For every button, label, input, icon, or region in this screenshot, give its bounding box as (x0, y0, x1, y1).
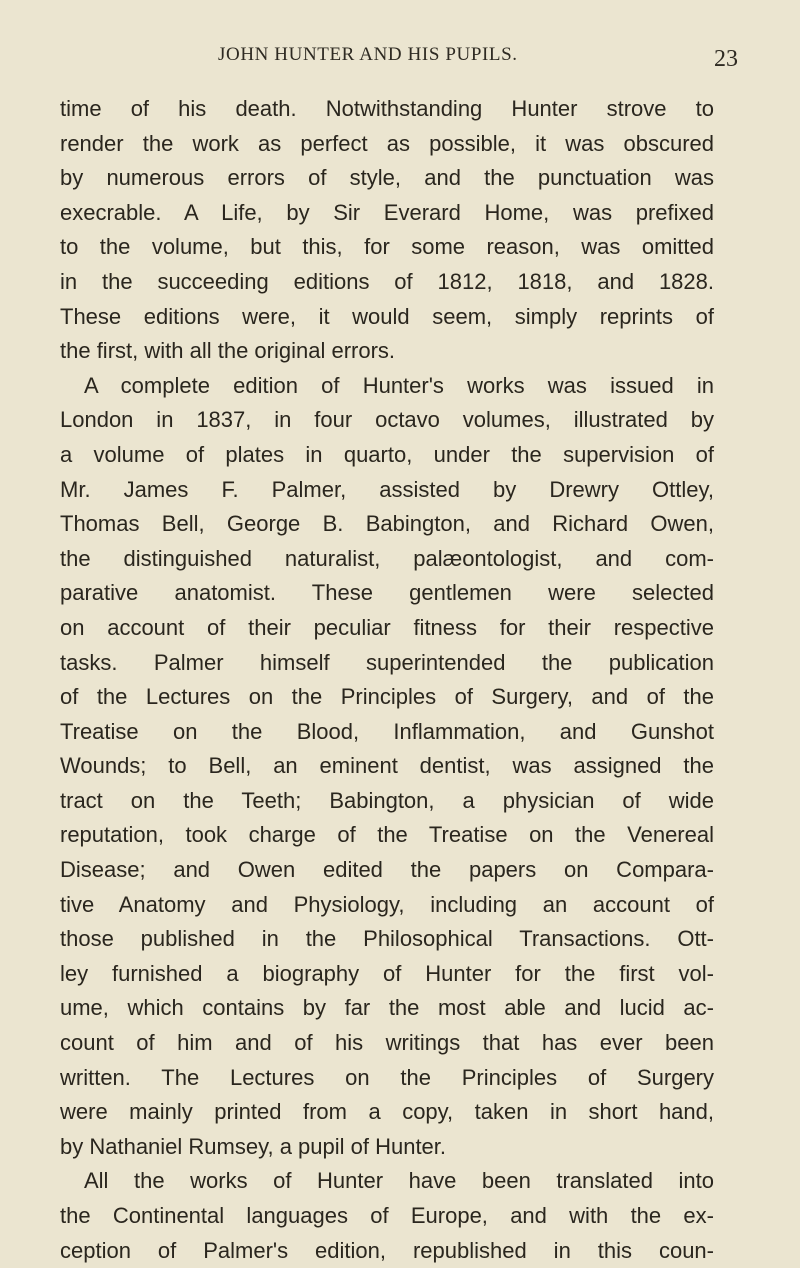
text-line: to the volume, but this, for some reason, was omitted (60, 234, 714, 260)
text-line: tasks. Palmer himself superintended the publication (60, 649, 714, 675)
running-head: JOHN HUNTER AND HIS PUPILS. (218, 44, 518, 65)
text-line: reputation, took charge of the Treatise on the Venereal (60, 822, 714, 848)
text-line: the Continental languages of Europe, and with the ex- (60, 1203, 714, 1228)
text-line: by Nathaniel Rumsey, a pupil of Hunter. (60, 1133, 447, 1159)
text-line: Mr. James F. Palmer, assisted by Drewry Ottley, (60, 476, 714, 502)
text-line: Thomas Bell, George B. Babington, and Richard Owen, (60, 511, 714, 537)
text-line: These editions were, it would seem, simply reprints of (60, 303, 714, 329)
text-line: tive Anatomy and Physiology, including an account of (60, 891, 714, 917)
body-text (60, 92, 714, 1268)
text-line: those published in the Philosophical Transactions. Ott- (60, 926, 714, 952)
text-line: ception of Palmer's edition, republished in this coun- (60, 1237, 714, 1263)
text-line: on account of their peculiar fitness for their respective (60, 614, 714, 640)
text-line: of the Lectures on the Principles of Surgery, and of the (60, 684, 714, 710)
text-line: Wounds; to Bell, an eminent dentist, was assigned the (60, 753, 714, 779)
page-number: 23 (714, 46, 738, 72)
text-line: count of him and of his writings that has ever been (60, 1030, 714, 1056)
text-line: ume, which contains by far the most able and lucid ac- (60, 995, 714, 1021)
text-line: parative anatomist. These gentlemen were selected (60, 580, 714, 606)
text-line: were mainly printed from a copy, taken in short hand, (60, 1099, 714, 1125)
text-line: execrable. A Life, by Sir Everard Home, was prefixed (60, 199, 714, 225)
text-line: by numerous errors of style, and the punctuation was (60, 165, 714, 191)
text-line: ley furnished a biography of Hunter for the first vol- (60, 960, 714, 986)
text-line: the first, with all the original errors. (60, 338, 396, 364)
text-line: A complete edition of Hunter's works was issued in (84, 372, 714, 398)
text-line: time of his death. Notwithstanding Hunter strove to (60, 96, 714, 121)
text-line: London in 1837, in four octavo volumes, illustrated by (60, 407, 714, 433)
text-line: written. The Lectures on the Principles of Surgery (60, 1064, 714, 1090)
text-line: the distinguished naturalist, palæontologist, and com- (60, 545, 714, 571)
text-line: a volume of plates in quarto, under the supervision of (60, 441, 714, 467)
text-line: Disease; and Owen edited the papers on Compara- (60, 857, 714, 883)
text-line: tract on the Teeth; Babington, a physician of wide (60, 787, 714, 813)
text-line: render the work as perfect as possible, it was obscured (60, 130, 714, 156)
text-line: Treatise on the Blood, Inflammation, and Gunshot (60, 718, 714, 744)
text-line: in the succeeding editions of 1812, 1818, and 1828. (60, 268, 714, 294)
text-line: All the works of Hunter have been translated into (84, 1168, 714, 1194)
